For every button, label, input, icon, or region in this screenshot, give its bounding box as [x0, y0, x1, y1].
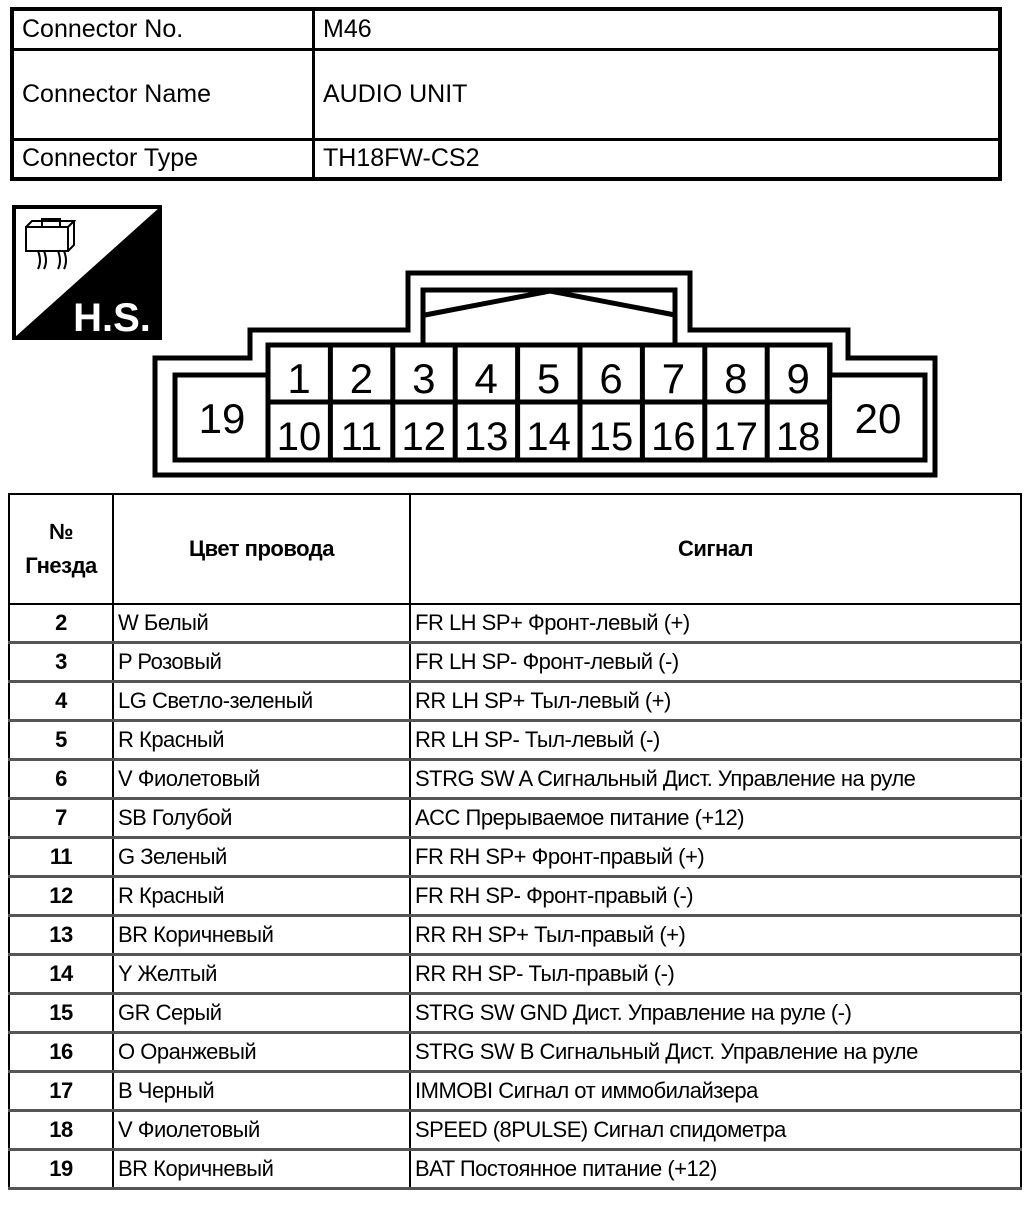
- cavity-number: 19: [198, 395, 246, 442]
- cavity-number: 15: [588, 415, 634, 459]
- cavity-no-cell: 3: [9, 643, 113, 682]
- header-cavity-no: [9, 494, 113, 604]
- table-row: [9, 916, 1021, 955]
- wire-color-cell: O Оранжевый: [113, 1033, 410, 1072]
- wire-color-cell: R Красный: [113, 877, 410, 916]
- cavity-number: 18: [775, 415, 821, 459]
- cavity-number: 14: [526, 415, 571, 459]
- wire-color-cell: GR Серый: [113, 994, 410, 1033]
- pin-table: [8, 493, 1022, 1190]
- cavity-number: 2: [349, 355, 374, 402]
- cavity-number: 11: [340, 415, 383, 459]
- signal-cell: FR LH SP+ Фронт-левый (+): [410, 604, 1021, 643]
- cavity-number: 17: [713, 415, 759, 459]
- wire-color-cell: R Красный: [113, 721, 410, 760]
- wire-color-cell: Y Желтый: [113, 955, 410, 994]
- table-row: [9, 643, 1021, 682]
- header-no-symbol: №: [48, 519, 74, 544]
- cavity-no-cell: 5: [9, 721, 113, 760]
- wire-color-cell: P Розовый: [113, 643, 410, 682]
- table-row: [9, 1150, 1021, 1189]
- cavity-number: 16: [651, 415, 696, 459]
- cavity-no-cell: 17: [9, 1072, 113, 1111]
- table-row: [9, 799, 1021, 838]
- cavity-number: 20: [854, 395, 902, 442]
- signal-cell: ACC Прерываемое питание (+12): [410, 799, 1021, 838]
- table-row: [9, 838, 1021, 877]
- signal-cell: STRG SW GND Дист. Управление на руле (-): [410, 994, 1021, 1033]
- cavity-number: 7: [661, 355, 686, 402]
- wire-color-cell: B Черный: [113, 1072, 410, 1111]
- signal-cell: SPEED (8PULSE) Сигнал спидометра: [410, 1111, 1021, 1150]
- cavity-no-cell: 19: [9, 1150, 113, 1189]
- connector-name-value: AUDIO UNIT: [314, 49, 1001, 139]
- wire-color-cell: BR Коричневый: [113, 916, 410, 955]
- connector-latch: [423, 290, 675, 345]
- connector-face-diagram: [0, 0, 1028, 490]
- cavity-no-cell: 14: [9, 955, 113, 994]
- signal-cell: STRG SW A Сигнальный Дист. Управление на руле: [410, 760, 1021, 799]
- cavity-no-cell: 7: [9, 799, 113, 838]
- connector-type-label: Connector Type: [12, 139, 314, 179]
- cavity-no-cell: 6: [9, 760, 113, 799]
- connector-type-value: TH18FW-CS2: [314, 139, 1001, 179]
- signal-cell: RR LH SP- Тыл-левый (-): [410, 721, 1021, 760]
- wire-color-cell: G Зеленый: [113, 838, 410, 877]
- signal-cell: FR RH SP- Фронт-правый (-): [410, 877, 1021, 916]
- table-row: [9, 604, 1021, 643]
- cavity-no-cell: 15: [9, 994, 113, 1033]
- cavity-number: 3: [412, 355, 436, 402]
- cavity-no-cell: 2: [9, 604, 113, 643]
- cavity-number: 4: [474, 355, 498, 402]
- wire-color-cell: W Белый: [113, 604, 410, 643]
- table-row: [9, 877, 1021, 916]
- signal-cell: RR LH SP+ Тыл-левый (+): [410, 682, 1021, 721]
- signal-cell: BAT Постоянное питание (+12): [410, 1150, 1021, 1189]
- cavity-no-cell: 12: [9, 877, 113, 916]
- table-row: [9, 1072, 1021, 1111]
- cavity-number: 13: [463, 415, 509, 459]
- cavity-number: 12: [401, 415, 447, 459]
- cavity-number: 10: [276, 415, 322, 459]
- table-row: [9, 760, 1021, 799]
- table-row: [9, 682, 1021, 721]
- table-row: [9, 721, 1021, 760]
- cavity-number: 5: [536, 355, 561, 402]
- signal-cell: FR LH SP- Фронт-левый (-): [410, 643, 1021, 682]
- table-row: [9, 955, 1021, 994]
- header-no-text: Гнезда: [25, 553, 97, 578]
- wire-color-cell: BR Коричневый: [113, 1150, 410, 1189]
- wire-color-cell: LG Светло-зеленый: [113, 682, 410, 721]
- cavity-number: 9: [786, 355, 810, 402]
- signal-cell: RR RH SP- Тыл-правый (-): [410, 955, 1021, 994]
- cavity-no-cell: 13: [9, 916, 113, 955]
- connector-no-value: M46: [314, 9, 1001, 49]
- header-signal: Сигнал: [410, 494, 1021, 604]
- header-wire-color: Цвет провода: [113, 494, 410, 604]
- table-row: [9, 1111, 1021, 1150]
- wire-color-cell: V Фиолетовый: [113, 1111, 410, 1150]
- connector-name-label: Connector Name: [12, 49, 314, 139]
- wire-color-cell: SB Голубой: [113, 799, 410, 838]
- table-row: [9, 994, 1021, 1033]
- cavity-number: 8: [724, 355, 748, 402]
- signal-cell: RR RH SP+ Тыл-правый (+): [410, 916, 1021, 955]
- signal-cell: STRG SW B Сигнальный Дист. Управление на руле: [410, 1033, 1021, 1072]
- wire-color-cell: V Фиолетовый: [113, 760, 410, 799]
- cavity-no-cell: 16: [9, 1033, 113, 1072]
- hs-label: H.S.: [73, 296, 151, 340]
- cavity-no-cell: 11: [9, 838, 113, 877]
- table-row: [9, 1033, 1021, 1072]
- signal-cell: FR RH SP+ Фронт-правый (+): [410, 838, 1021, 877]
- signal-cell: IMMOBI Сигнал от иммобилайзера: [410, 1072, 1021, 1111]
- cavity-no-cell: 4: [9, 682, 113, 721]
- connector-no-label: Connector No.: [12, 9, 314, 49]
- cavity-no-cell: 18: [9, 1111, 113, 1150]
- cavity-number: 6: [599, 355, 623, 402]
- cavity-number: 1: [287, 355, 311, 402]
